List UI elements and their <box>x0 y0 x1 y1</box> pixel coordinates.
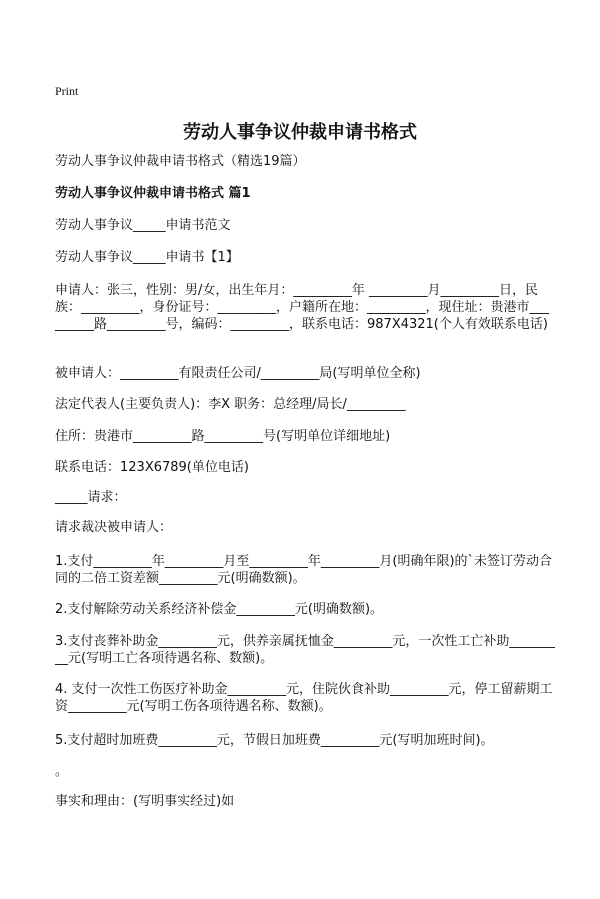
claim-item: 1.支付_________年_________月至_________年_________月(明确年限)的`未签订劳动合同的二倍工资差额_________元(明确数额)。 <box>55 554 553 586</box>
paragraph: _____请求： <box>55 490 127 505</box>
claim-item: 4. 支付一次性工伤医疗补助金_________元，住院伙食补助_________元，停工留薪期工资_________元(写明工伤各项待遇名称、数额)。 <box>55 682 553 714</box>
respondent-paragraph: 被申请人：_________有限责任公司/_________局(写明单位全称) <box>55 366 421 381</box>
paragraph: 请求裁决被申请人： <box>55 520 173 535</box>
paragraph: 劳动人事争议_____申请书【1】 <box>55 250 239 265</box>
legal-rep-paragraph: 法定代表人(主要负责人)：李X 职务：总经理/局长/_________ <box>55 397 406 412</box>
subtitle: 劳动人事争议仲裁申请书格式（精选19篇） <box>55 154 306 169</box>
document-title: 劳动人事争议仲裁申请书格式 <box>183 122 417 143</box>
claim-item: 2.支付解除劳动关系经济补偿金_________元(明确数额)。 <box>55 602 384 617</box>
claim-item: 3.支付丧葬补助金_________元，供养亲属抚恤金_________元，一次性工亡补助_________元(写明工亡各项待遇名称、数额)。 <box>55 634 555 666</box>
applicant-paragraph: 申请人：张三，性别：男/女，出生年月：_________年 _________月_________日，民族：_________，身份证号：_________，户籍所在地：_________，现住址：贵港市_________路_________号，编码：_________，联系电话：987X4321(个人有效联系电话) <box>55 283 550 332</box>
claim-item: 5.支付超时加班费_________元，节假日加班费_________元(写明加班时间)。 <box>55 733 494 748</box>
paragraph: 。 <box>55 764 69 779</box>
address-paragraph: 住所：贵港市_________路_________号(写明单位详细地址) <box>55 429 391 444</box>
phone-paragraph: 联系电话：123X6789(单位电话) <box>55 460 249 475</box>
facts-paragraph: 事实和理由：(写明事实经过)如 <box>55 794 235 809</box>
paragraph: 劳动人事争议_____申请书范文 <box>55 218 231 233</box>
print-label: Print <box>55 84 79 98</box>
section-heading: 劳动人事争议仲裁申请书格式 篇1 <box>55 186 251 201</box>
